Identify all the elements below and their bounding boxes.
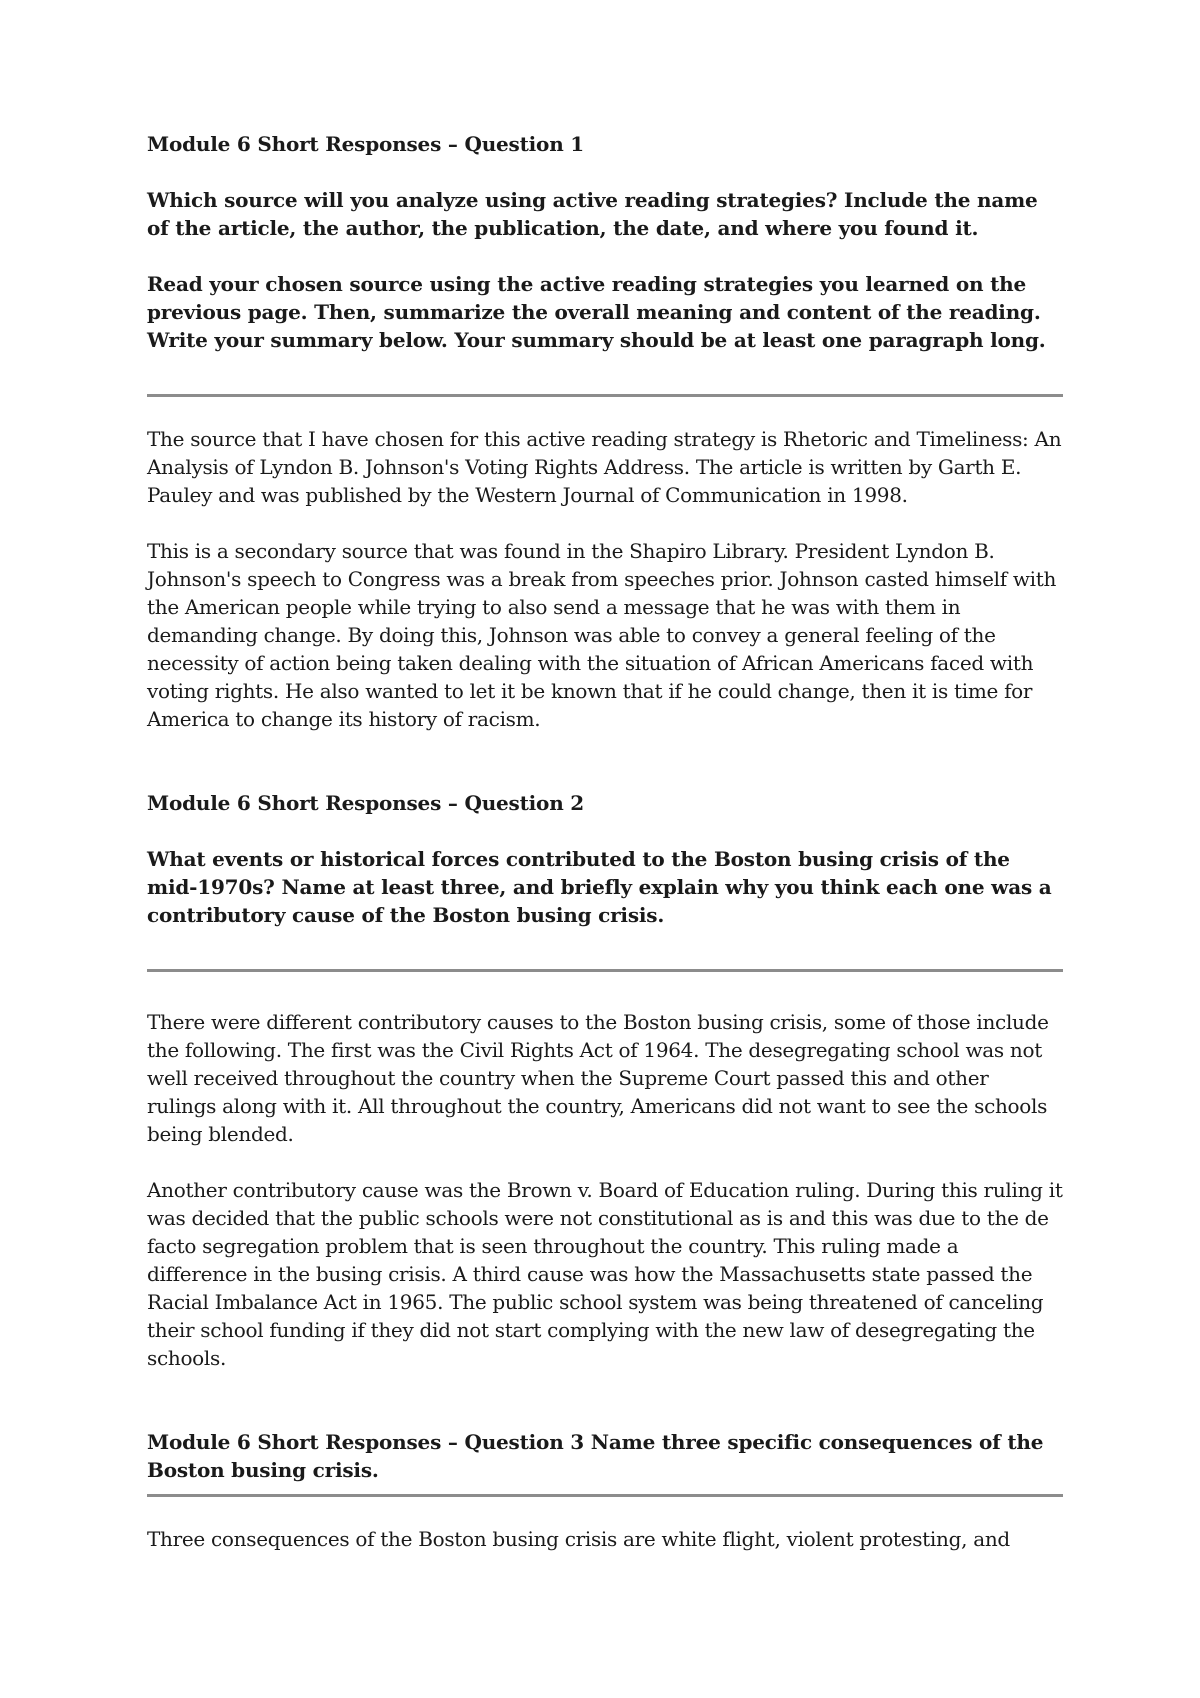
question-2-prompt: What events or historical forces contributed to the Boston busing crisis of the mid-1970s? Name at least three, and briefly explain why you think each one was a contributory cause of the Boston busing crisis.: [147, 847, 1052, 927]
question-2-heading: Module 6 Short Responses – Question 2: [147, 791, 585, 815]
question-1-prompt-2: Read your chosen source using the active reading strategies you learned on the previous page. Then, summarize the overall meaning and content of the reading. Write your summary below. Your summary should be at least one paragraph long.: [147, 272, 1046, 352]
question-1-answer-1: The source that I have chosen for this active reading strategy is Rhetoric and Timeliness: An Analysis of Lyndon B. Johnson's Voting Rights Address. The article is written by Garth E. Pauley and was published by the Western Journal of Communication in 1998.: [147, 427, 1062, 507]
question-3-answer-1: Three consequences of the Boston busing crisis are white flight, violent protesting, and: [147, 1527, 1010, 1551]
question-2-answer-1: There were different contributory causes to the Boston busing crisis, some of those include the following. The first was the Civil Rights Act of 1964. The desegregating school was not well received throughout the country when the Supreme Court passed this and other rulings along with it. All throughout the country, Americans did not want to see the schools being blended.: [147, 1010, 1049, 1146]
question-2-answer-2: Another contributory cause was the Brown v. Board of Education ruling. During this ruling it was decided that the public schools were not constitutional as is and this was due to the de facto segregation problem that is seen throughout the country. This ruling made a difference in the busing crisis. A third cause was how the Massachusetts state passed the Racial Imbalance Act in 1965. The public school system was being threatened of canceling their school funding if they did not start complying with the new law of desegregating the schools.: [147, 1178, 1063, 1370]
question-1-heading: Module 6 Short Responses – Question 1: [147, 132, 585, 156]
question-3-heading: Module 6 Short Responses – Question 3 Name three specific consequences of the Boston busing crisis.: [147, 1430, 1044, 1482]
question-1-answer-2: This is a secondary source that was found in the Shapiro Library. President Lyndon B. Johnson's speech to Congress was a break from speeches prior. Johnson casted himself with the American people while trying to also send a message that he was with them in demanding change. By doing this, Johnson was able to convey a general feeling of the necessity of action being taken dealing with the situation of African Americans faced with voting rights. He also wanted to let it be known that if he could change, then it is time for America to change its history of racism.: [147, 539, 1057, 731]
question-1-prompt-1: Which source will you analyze using active reading strategies? Include the name of the article, the author, the publication, the date, and where you found it.: [147, 188, 1038, 240]
document-page: [147, 130, 1063, 1553]
